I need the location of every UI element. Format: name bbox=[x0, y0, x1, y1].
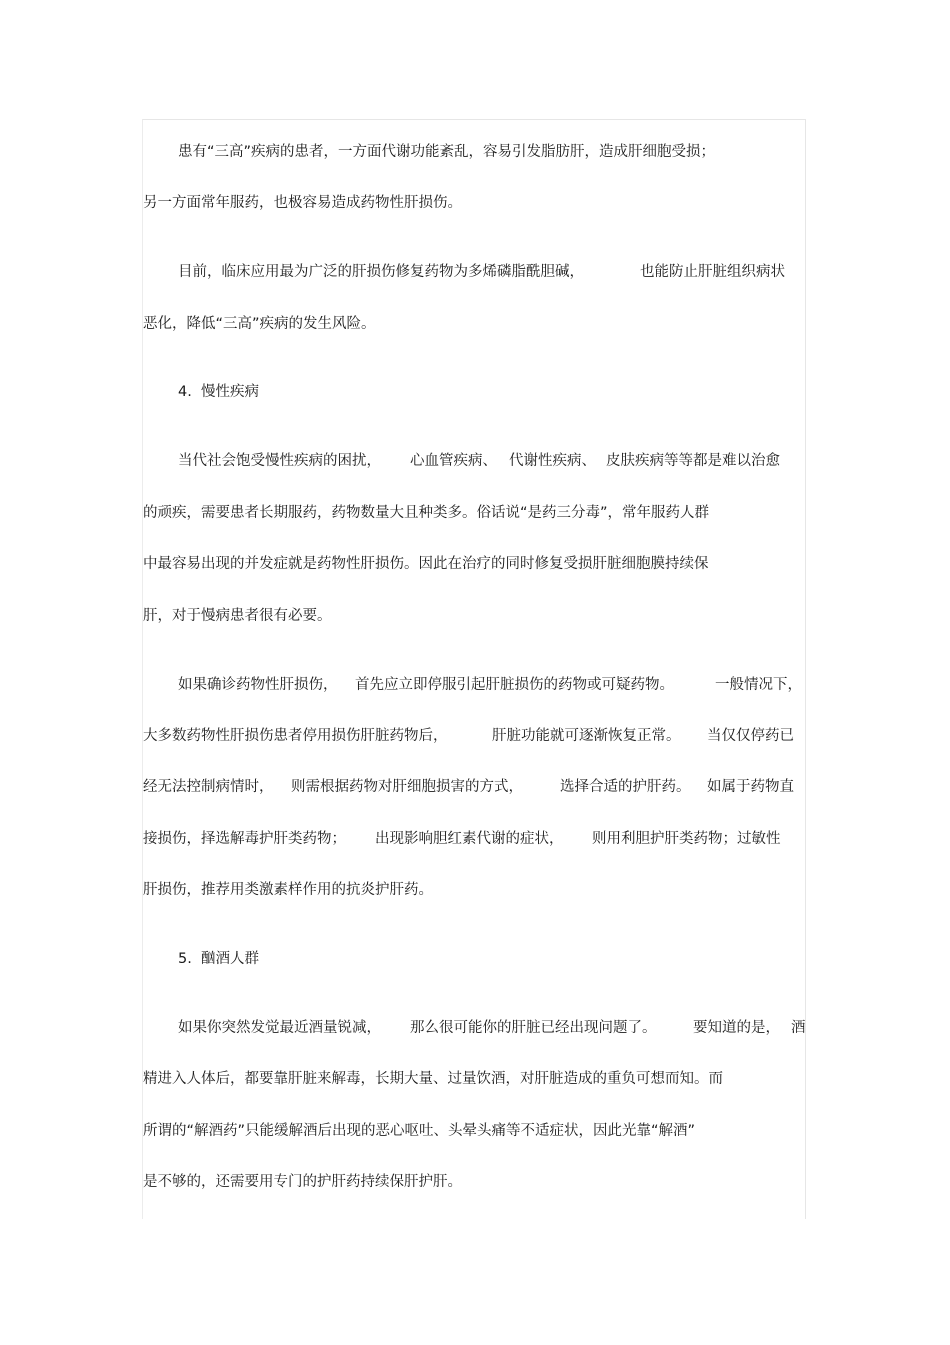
text-line: 接损伤，择选解毒护肝类药物； bbox=[143, 831, 346, 847]
text-line: 所谓的“解酒药”只能缓解酒后出现的恶心呕吐、头晕头痛等不适症状，因此光靠“解酒” bbox=[143, 1123, 696, 1139]
text-line: 的顽疾，需要患者长期服药，药物数量大且种类多。俗话说“是药三分毒”，常年服药人群 bbox=[143, 505, 710, 521]
text-line: 如果确诊药物性肝损伤， bbox=[178, 677, 338, 693]
text-line: 皮肤疾病等等都是难以治愈 bbox=[606, 453, 780, 469]
text-line: 精进入人体后，都要靠肝脏来解毒，长期大量、过量饮酒，对肝脏造成的重负可想而知。而 bbox=[143, 1071, 723, 1087]
section-heading: 4. 慢性疾病 bbox=[178, 384, 260, 400]
text-line: 肝损伤，推荐用类激素样作用的抗炎护肝药。 bbox=[143, 882, 433, 898]
text-line: 肝，对于慢病患者很有必要。 bbox=[143, 608, 332, 624]
text-line: 那么很可能你的肝脏已经出现问题了。 bbox=[410, 1020, 657, 1036]
page-border bbox=[142, 119, 806, 1219]
text-line: 首先应立即停服引起肝脏损伤的药物或可疑药物。 bbox=[355, 677, 674, 693]
text-line: 如果你突然发觉最近酒量锐减， bbox=[178, 1020, 381, 1036]
text-line: 经无法控制病情时， bbox=[143, 779, 274, 795]
text-line: 是不够的，还需要用专门的护肝药持续保肝护肝。 bbox=[143, 1174, 462, 1190]
text-line: 患有“三高”疾病的患者，一方面代谢功能紊乱，容易引发脂肪肝，造成肝细胞受损； bbox=[178, 144, 716, 160]
text-line: 如属于药物直 bbox=[707, 779, 794, 795]
text-line: 酒 bbox=[791, 1020, 806, 1036]
text-line: 目前，临床应用最为广泛的肝损伤修复药物为多烯磷脂酰胆碱， bbox=[178, 264, 584, 280]
text-line: 出现影响胆红素代谢的症状， bbox=[375, 831, 564, 847]
text-line: 恶化，降低“三高”疾病的发生风险。 bbox=[143, 316, 376, 332]
text-line: 另一方面常年服药，也极容易造成药物性肝损伤。 bbox=[143, 195, 462, 211]
text-line: 则用利胆护肝类药物；过敏性 bbox=[592, 831, 781, 847]
section-heading: 5. 酗酒人群 bbox=[178, 951, 260, 967]
text-line: 要知道的是， bbox=[693, 1020, 780, 1036]
text-line: 也能防止肝脏组织病状 bbox=[640, 264, 785, 280]
text-line: 一般情况下， bbox=[715, 677, 802, 693]
text-line: 则需根据药物对肝细胞损害的方式， bbox=[291, 779, 523, 795]
text-line: 肝脏功能就可逐渐恢复正常。 bbox=[492, 728, 681, 744]
text-line: 当仅仅停药已 bbox=[707, 728, 794, 744]
text-line: 中最容易出现的并发症就是药物性肝损伤。因此在治疗的同时修复受损肝脏细胞膜持续保 bbox=[143, 556, 709, 572]
text-line: 选择合适的护肝药。 bbox=[560, 779, 691, 795]
text-line: 心血管疾病、 bbox=[410, 453, 497, 469]
text-line: 当代社会饱受慢性疾病的困扰， bbox=[178, 453, 381, 469]
text-line: 代谢性疾病、 bbox=[509, 453, 596, 469]
text-line: 大多数药物性肝损伤患者停用损伤肝脏药物后， bbox=[143, 728, 448, 744]
